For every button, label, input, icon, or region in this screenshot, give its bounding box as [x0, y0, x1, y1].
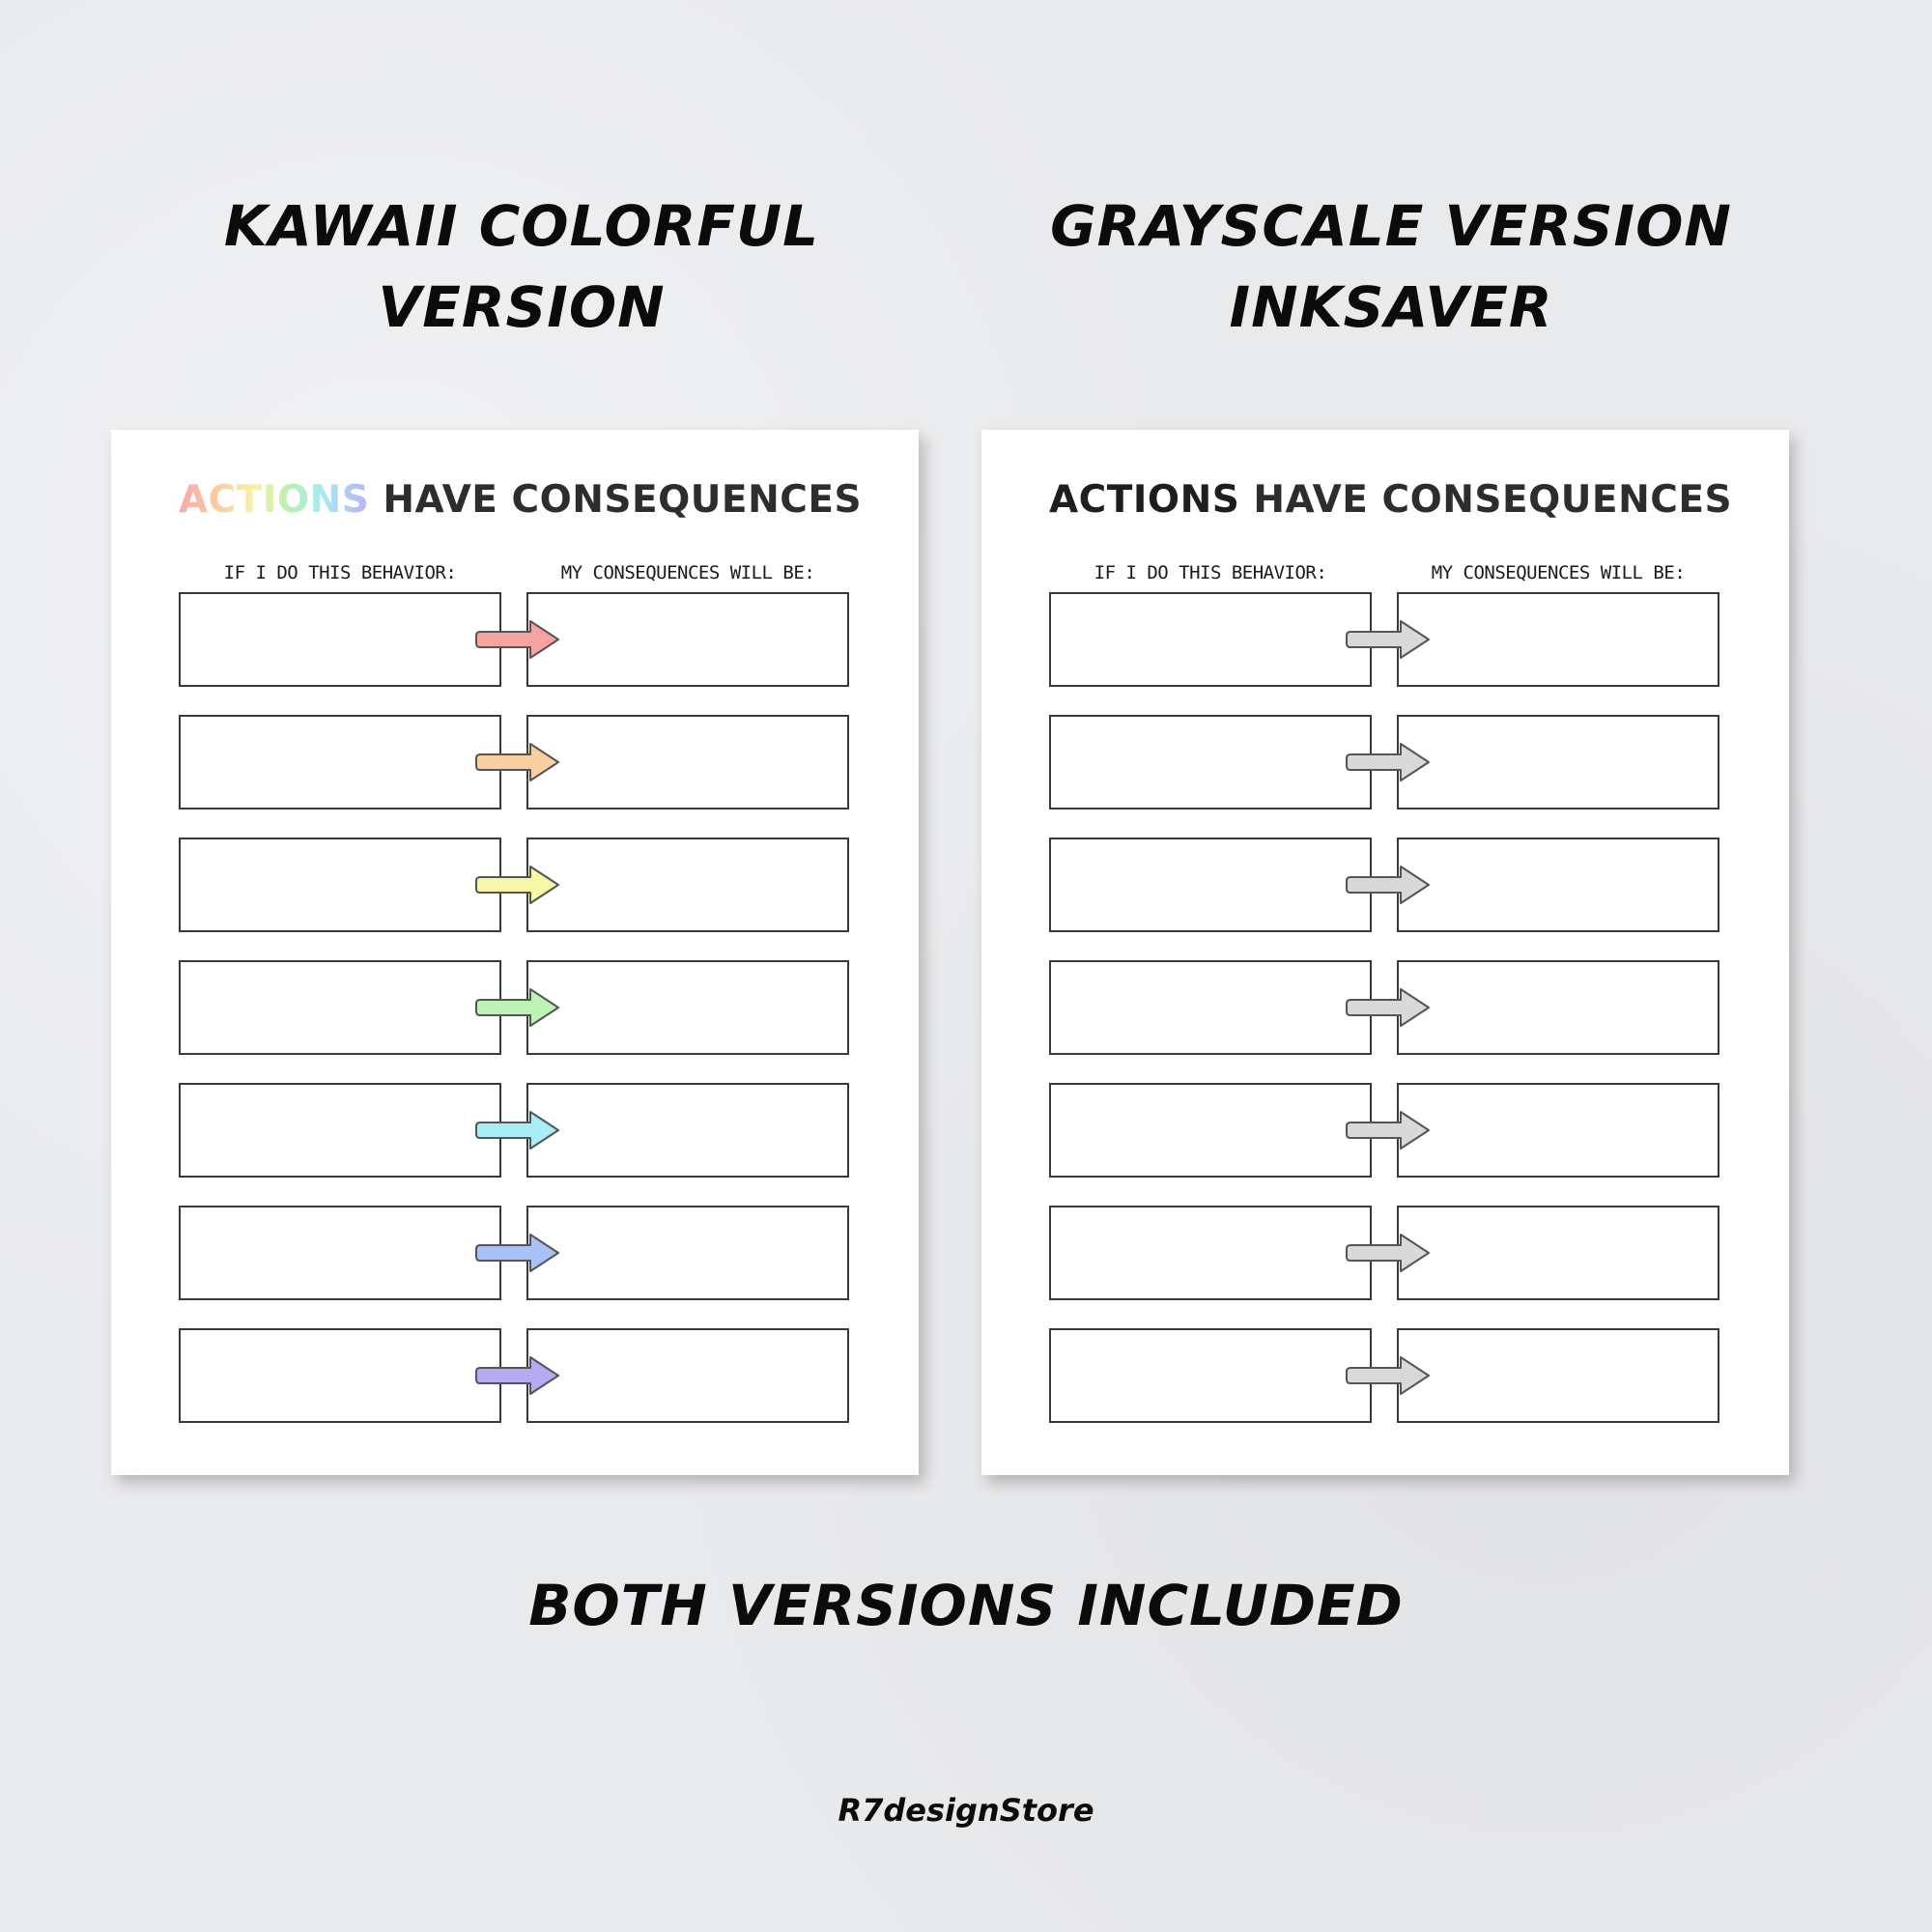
right-arrow-icon: [474, 986, 561, 1029]
colorful-worksheet-title: [179, 478, 862, 522]
color-worksheet-row: [179, 1328, 855, 1423]
colorful-consequence-column-label: MY CONSEQUENCES WILL BE:: [560, 562, 815, 583]
consequence-box[interactable]: [1397, 1083, 1719, 1178]
consequence-box[interactable]: [526, 960, 849, 1055]
behavior-box[interactable]: [179, 838, 501, 932]
grayscale-heading-line-1: GRAYSCALE VERSION: [1050, 193, 1732, 259]
consequence-box[interactable]: [526, 838, 849, 932]
grayscale-title-rest: HAVE CONSEQUENCES: [1239, 478, 1733, 522]
brand-name: R7designStore: [838, 1792, 1094, 1829]
consequence-box[interactable]: [1397, 592, 1719, 687]
color-worksheet-row: [179, 838, 855, 932]
color-worksheet-row: [179, 960, 855, 1055]
consequence-box[interactable]: [1397, 1328, 1719, 1423]
grayscale-title-emphasis: ACTIONS: [1049, 478, 1240, 522]
behavior-box[interactable]: [1049, 838, 1372, 932]
right-arrow-icon: [474, 1109, 561, 1151]
right-arrow-icon: [474, 741, 561, 783]
behavior-box[interactable]: [179, 592, 501, 687]
grayscale-version-heading: [985, 185, 1797, 348]
colorful-version-heading: [126, 185, 918, 348]
consequence-box[interactable]: [526, 715, 849, 810]
behavior-box[interactable]: [179, 960, 501, 1055]
right-arrow-icon: [474, 864, 561, 906]
consequence-box[interactable]: [1397, 960, 1719, 1055]
right-arrow-icon: [1345, 618, 1432, 661]
behavior-box[interactable]: [179, 1083, 501, 1178]
grayscale-worksheet-title: [1049, 478, 1732, 522]
behavior-box[interactable]: [179, 1206, 501, 1300]
gray-worksheet-row: [1049, 715, 1725, 810]
behavior-box[interactable]: [1049, 715, 1372, 810]
color-worksheet-row: [179, 1083, 855, 1178]
consequence-box[interactable]: [526, 1083, 849, 1178]
gray-worksheet-row: [1049, 1083, 1725, 1178]
behavior-box[interactable]: [179, 715, 501, 810]
consequence-box[interactable]: [1397, 1206, 1719, 1300]
behavior-box[interactable]: [179, 1328, 501, 1423]
grayscale-heading-line-2: INKSAVER: [1229, 274, 1553, 340]
right-arrow-icon: [474, 618, 561, 661]
right-arrow-icon: [1345, 986, 1432, 1029]
colorful-behavior-column-label: IF I DO THIS BEHAVIOR:: [223, 562, 457, 583]
consequence-box[interactable]: [1397, 838, 1719, 932]
consequence-box[interactable]: [526, 1206, 849, 1300]
color-worksheet-row: [179, 592, 855, 687]
behavior-box[interactable]: [1049, 1206, 1372, 1300]
consequence-box[interactable]: [526, 592, 849, 687]
gray-worksheet-row: [1049, 1328, 1725, 1423]
gray-worksheet-row: [1049, 592, 1725, 687]
behavior-box[interactable]: [1049, 592, 1372, 687]
gray-worksheet-row: [1049, 960, 1725, 1055]
gray-worksheet-row: [1049, 1206, 1725, 1300]
gray-worksheet-row: [1049, 838, 1725, 932]
behavior-box[interactable]: [1049, 1328, 1372, 1423]
right-arrow-icon: [1345, 1109, 1432, 1151]
colorful-title-emphasis: ACTIONS: [179, 478, 370, 522]
colorful-title-rest: HAVE CONSEQUENCES: [369, 478, 863, 522]
color-worksheet-row: [179, 1206, 855, 1300]
grayscale-consequence-column-label: MY CONSEQUENCES WILL BE:: [1431, 562, 1686, 583]
color-worksheet-row: [179, 715, 855, 810]
right-arrow-icon: [1345, 741, 1432, 783]
right-arrow-icon: [474, 1354, 561, 1397]
behavior-box[interactable]: [1049, 1083, 1372, 1178]
colorful-heading-line-1: KAWAII COLORFUL: [223, 193, 820, 259]
consequence-box[interactable]: [526, 1328, 849, 1423]
colorful-heading-line-2: VERSION: [378, 274, 666, 340]
grayscale-worksheet: [981, 430, 1789, 1475]
behavior-box[interactable]: [1049, 960, 1372, 1055]
right-arrow-icon: [1345, 1232, 1432, 1274]
colorful-worksheet: [111, 430, 919, 1475]
both-versions-heading: BOTH VERSIONS INCLUDED: [528, 1573, 1404, 1638]
right-arrow-icon: [474, 1232, 561, 1274]
right-arrow-icon: [1345, 864, 1432, 906]
consequence-box[interactable]: [1397, 715, 1719, 810]
grayscale-behavior-column-label: IF I DO THIS BEHAVIOR:: [1094, 562, 1327, 583]
right-arrow-icon: [1345, 1354, 1432, 1397]
